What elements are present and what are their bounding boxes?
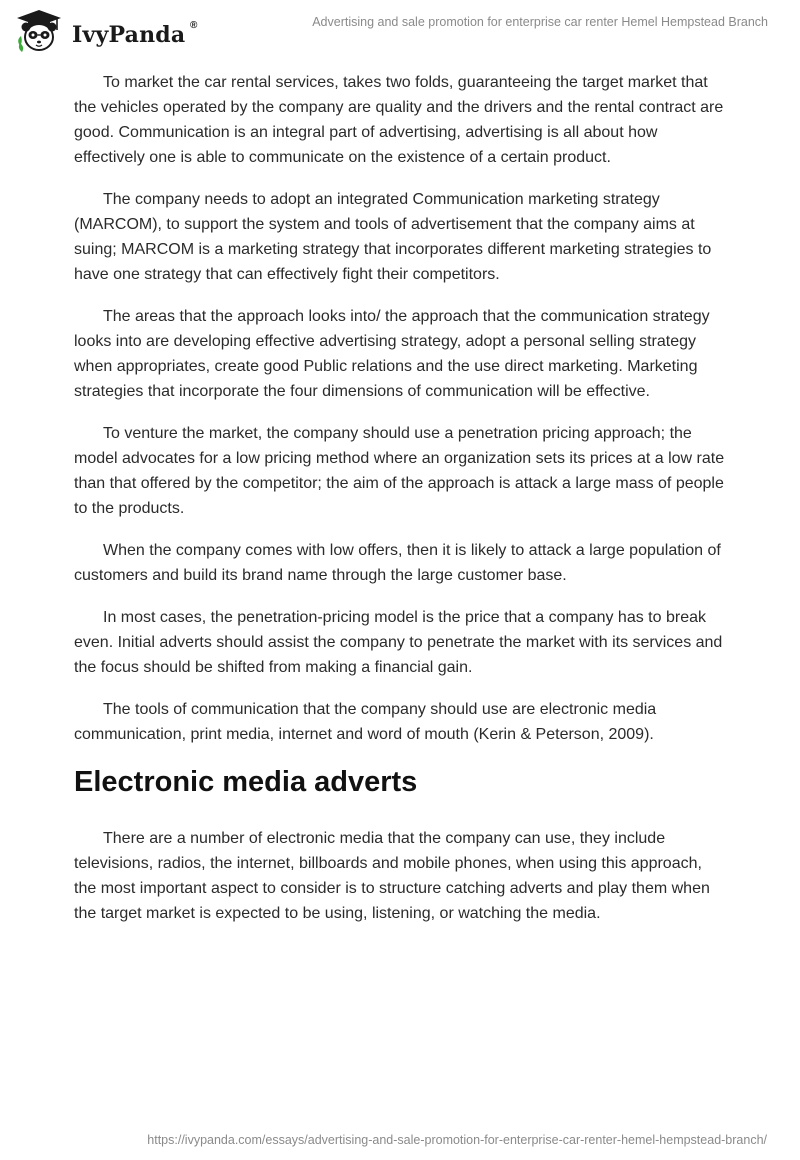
registered-mark: ® [190,20,198,31]
paragraph: To market the car rental services, takes two folds, guaranteeing the target market that the vehicles operated by the company are quality and the drivers and the rental contract are good. Communication is an integral part of advertising, advertising is all about how effectively one is able to communicate on the existence of a certain product. [74,74,724,166]
essay-content [74,70,728,943]
ivypanda-logo[interactable] [14,8,214,54]
paragraph: The company needs to adopt an integrated Communication marketing strategy (MARCOM), to support the system and tools of advertisement that the company aims at suing; MARCOM is a marketing strategy that incorporates different marketing strategies to have one strategy that can effectively fight their competitors. [74,191,712,283]
paragraph: The tools of communication that the company should use are electronic media communication, print media, internet and word of mouth (Kerin & Peterson, 2009). [74,701,657,743]
paragraph: When the company comes with low offers, then it is likely to attack a large population of customers and build its brand name through the large customer base. [74,542,721,584]
panda-graduate-icon [14,8,64,54]
paragraph: To venture the market, the company should use a penetration pricing approach; the model advocates for a low pricing method where an organization sets its prices at a low rate than that offered by the competitor; the aim of the approach is attack a large mass of people to the products. [74,425,725,517]
paragraph: In most cases, the penetration-pricing model is the price that a company has to break even. Initial adverts should assist the company to penetrate the market with its services and the focus should be shifted from making a financial gain. [74,609,723,676]
section-heading: Electronic media adverts [74,766,418,798]
document-title: Advertising and sale promotion for enterprise car renter Hemel Hempstead Branch [312,15,768,29]
paragraph: The areas that the approach looks into/ the approach that the communication strategy looks into are developing effective advertising strategy, adopt a personal selling strategy when appropriates, create good Public relations and the use direct marketing. Marketing strategies that incorporate the four dimensions of communication will be effective. [74,308,710,400]
source-url[interactable]: https://ivypanda.com/essays/advertising-and-sale-promotion-for-enterprise-car-renter-hemel-hempstead-branch/ [147,1133,767,1147]
paragraph: There are a number of electronic media that the company can use, they include televisions, radios, the internet, billboards and mobile phones, when using this approach, the most important aspect to consider is to structure catching adverts and play them when the target market is expected to be using, listening, or watching the media. [74,830,710,922]
brand-name: IvyPanda [72,22,186,48]
page-header [0,0,800,60]
